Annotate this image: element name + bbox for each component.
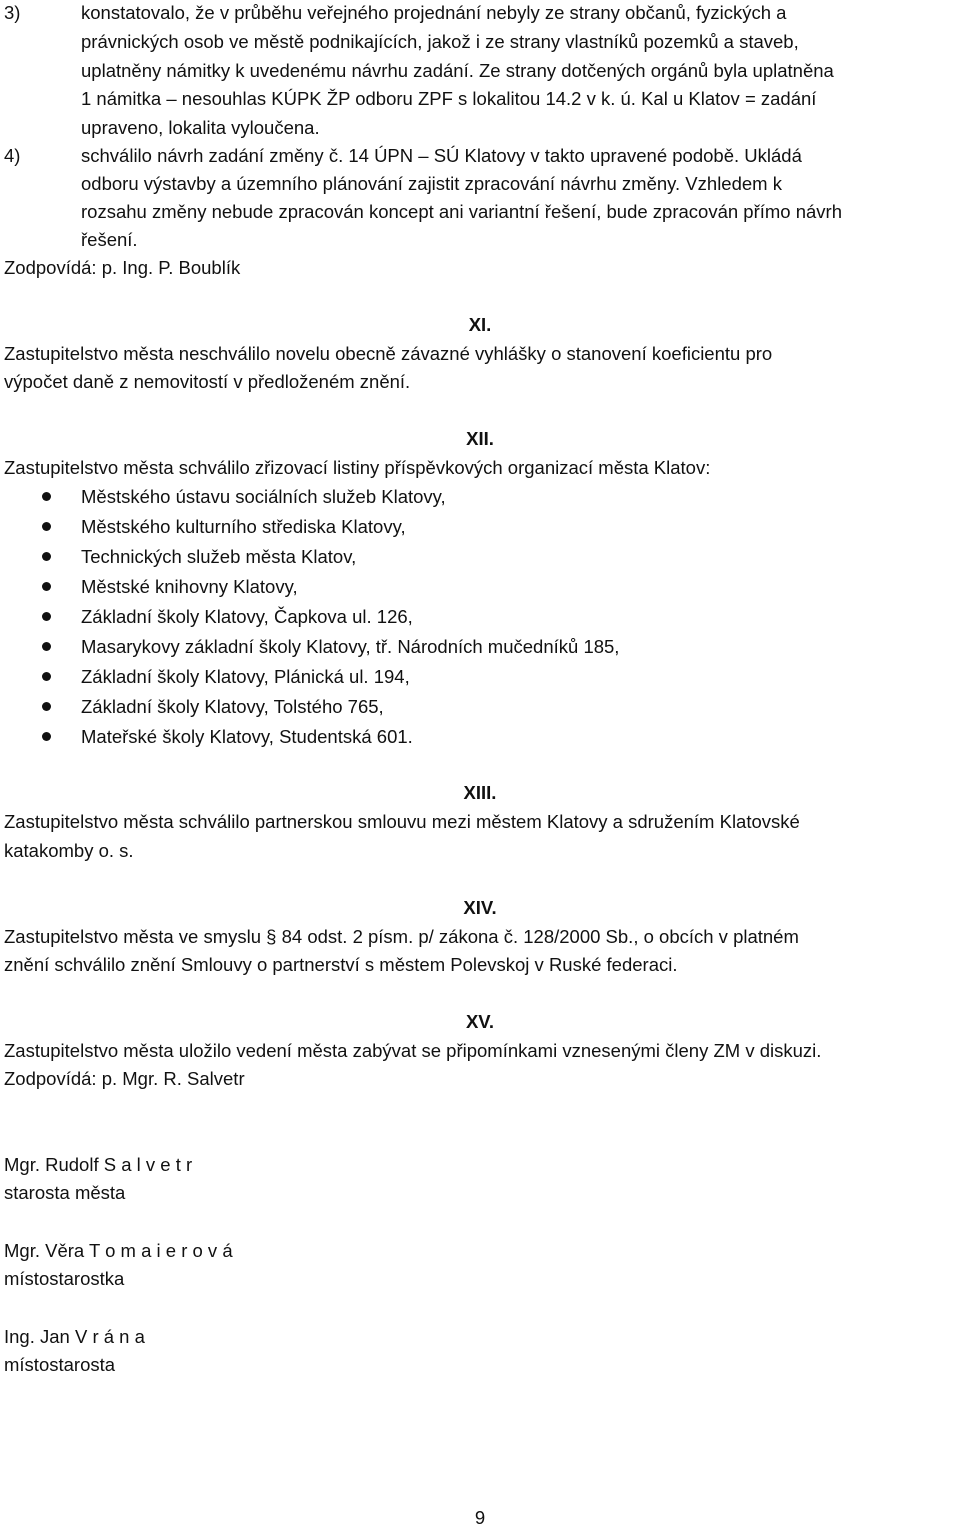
item-3-line-5: upraveno, lokalita vyloučena. [81, 117, 320, 138]
item-3-line-1: konstatovalo, že v průběhu veřejného projednání nebyly ze strany občanů, fyzických a [81, 2, 787, 23]
list-item: Základní školy Klatovy, Čapkova ul. 126, [81, 606, 413, 627]
bullet-icon [42, 732, 51, 741]
bullet-icon [42, 522, 51, 531]
section-xiv-line-1: Zastupitelstvo města ve smyslu § 84 odst. 2 písm. p/ zákona č. 128/2000 Sb., o obcích v platném [4, 926, 799, 947]
section-xv-line-2: Zodpovídá: p. Mgr. R. Salvetr [4, 1068, 245, 1089]
section-heading-xiv: XIV. [463, 897, 497, 918]
signatory-name: Mgr. Věra T o m a i e r o v á [4, 1240, 233, 1261]
item-3-line-2: právnických osob ve městě podnikajících, jakož i ze strany vlastníků pozemků a staveb, [81, 31, 799, 52]
signatory-name: Mgr. Rudolf S a l v e t r [4, 1154, 193, 1175]
section-xiii-line-2: katakomby o. s. [4, 840, 134, 861]
section-heading-xi: XI. [468, 314, 492, 335]
section-xiv-line-2: znění schválilo znění Smlouvy o partnerství s městem Polevskoj v Ruské federaci. [4, 954, 678, 975]
section-xiii-line-1: Zastupitelstvo města schválilo partnerskou smlouvu mezi městem Klatovy a sdružením Klatovské [4, 811, 800, 832]
bullet-icon [42, 582, 51, 591]
signatory-role: místostarosta [4, 1354, 116, 1375]
bullet-icon [42, 702, 51, 711]
list-item: Základní školy Klatovy, Tolstého 765, [81, 696, 384, 717]
list-item: Městské knihovny Klatovy, [81, 576, 298, 597]
signatory-name: Ing. Jan V r á n a [4, 1326, 145, 1347]
bullet-icon [42, 642, 51, 651]
item-4-line-4: řešení. [81, 229, 138, 250]
item-4-number: 4) [4, 145, 21, 166]
section-xi-line-2: výpočet daně z nemovitostí v předloženém znění. [4, 371, 411, 392]
list-item: Technických služeb města Klatov, [81, 546, 357, 567]
item-3-line-3: uplatněny námitky k uvedenému návrhu zadání. Ze strany dotčených orgánů byla uplatněna [81, 60, 834, 81]
item-4-line-1: schválilo návrh zadání změny č. 14 ÚPN – SÚ Klatovy v takto upravené podobě. Ukládá [81, 145, 802, 166]
item-3-line-4: 1 námitka – nesouhlas KÚPK ŽP odboru ZPF s lokalitou 14.2 v k. ú. Kal u Klatov = zadání [81, 88, 817, 109]
page-number: 9 [474, 1507, 486, 1528]
signatory-role: starosta města [4, 1182, 126, 1203]
responsible-person: Zodpovídá: p. Ing. P. Boublík [4, 257, 241, 278]
list-item: Městského ústavu sociálních služeb Klatovy, [81, 486, 446, 507]
section-heading-xiii: XIII. [463, 782, 497, 803]
section-xii-intro: Zastupitelstvo města schválilo zřizovací listiny příspěvkových organizací města Klatov: [4, 457, 711, 478]
section-xi-line-1: Zastupitelstvo města neschválilo novelu obecně závazné vyhlášky o stanovení koeficientu pro [4, 343, 773, 364]
list-item: Základní školy Klatovy, Plánická ul. 194, [81, 666, 410, 687]
signatory-role: místostarostka [4, 1268, 125, 1289]
item-3-number: 3) [4, 2, 21, 23]
section-heading-xv: XV. [465, 1011, 495, 1032]
section-xv-line-1: Zastupitelstvo města uložilo vedení města zabývat se připomínkami vznesenými členy ZM v diskuzi. [4, 1040, 822, 1061]
list-item: Masarykovy základní školy Klatovy, tř. Národních mučedníků 185, [81, 636, 620, 657]
item-4-line-2: odboru výstavby a územního plánování zajistit zpracování návrhu změny. Vzhledem k [81, 173, 782, 194]
bullet-icon [42, 492, 51, 501]
bullet-icon [42, 672, 51, 681]
bullet-icon [42, 612, 51, 621]
item-4-line-3: rozsahu změny nebude zpracován koncept ani variantní řešení, bude zpracován přímo návrh [81, 201, 843, 222]
list-item: Městského kulturního střediska Klatovy, [81, 516, 406, 537]
bullet-icon [42, 552, 51, 561]
section-heading-xii: XII. [466, 428, 494, 449]
list-item: Mateřské školy Klatovy, Studentská 601. [81, 726, 413, 747]
